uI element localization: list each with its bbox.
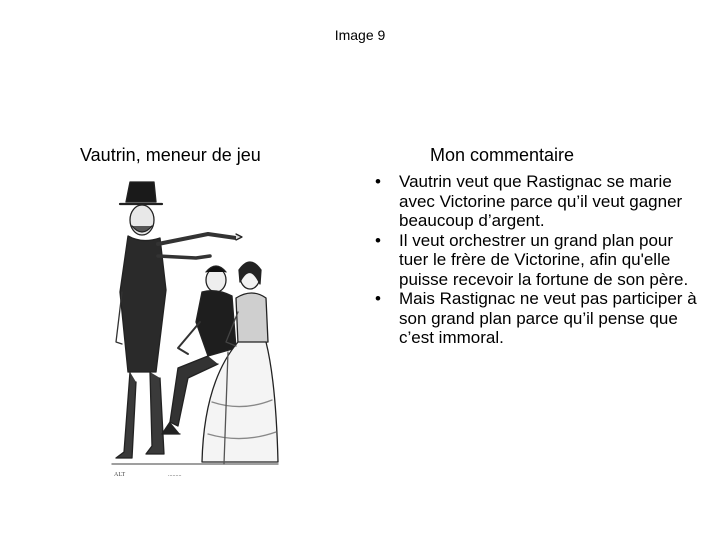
engraving-illustration-icon xyxy=(108,172,280,482)
bullet-item xyxy=(368,172,698,231)
bullet-dot: • xyxy=(375,230,381,250)
svg-text:ALT: ALT xyxy=(114,472,126,478)
engraving-illustration xyxy=(108,172,280,482)
bullet-text: Il veut orchestrer un grand plan pour tuer le frère de Victorine, afin qu'elle puisse recevoir la fortune de son père. xyxy=(399,230,689,289)
commentary-bullet-list xyxy=(368,172,698,348)
svg-text:.........: ......... xyxy=(168,472,182,478)
bullet-text: Mais Rastignac ne veut pas participer à son grand plan parce qu’il pense que c’est immoral. xyxy=(399,289,697,347)
bullet-dot: • xyxy=(375,289,381,308)
bullet-text: Vautrin veut que Rastignac se marie avec Victorine parce qu’il veut gagner beaucoup d’argent. xyxy=(399,172,683,230)
right-column-heading: Mon commentaire xyxy=(430,145,575,165)
bullet-item xyxy=(368,231,698,290)
slide-title: Image 9 xyxy=(334,27,386,43)
bullet-item xyxy=(368,289,698,348)
bullet-dot: • xyxy=(375,172,381,191)
left-column-heading: Vautrin, meneur de jeu xyxy=(80,145,261,165)
